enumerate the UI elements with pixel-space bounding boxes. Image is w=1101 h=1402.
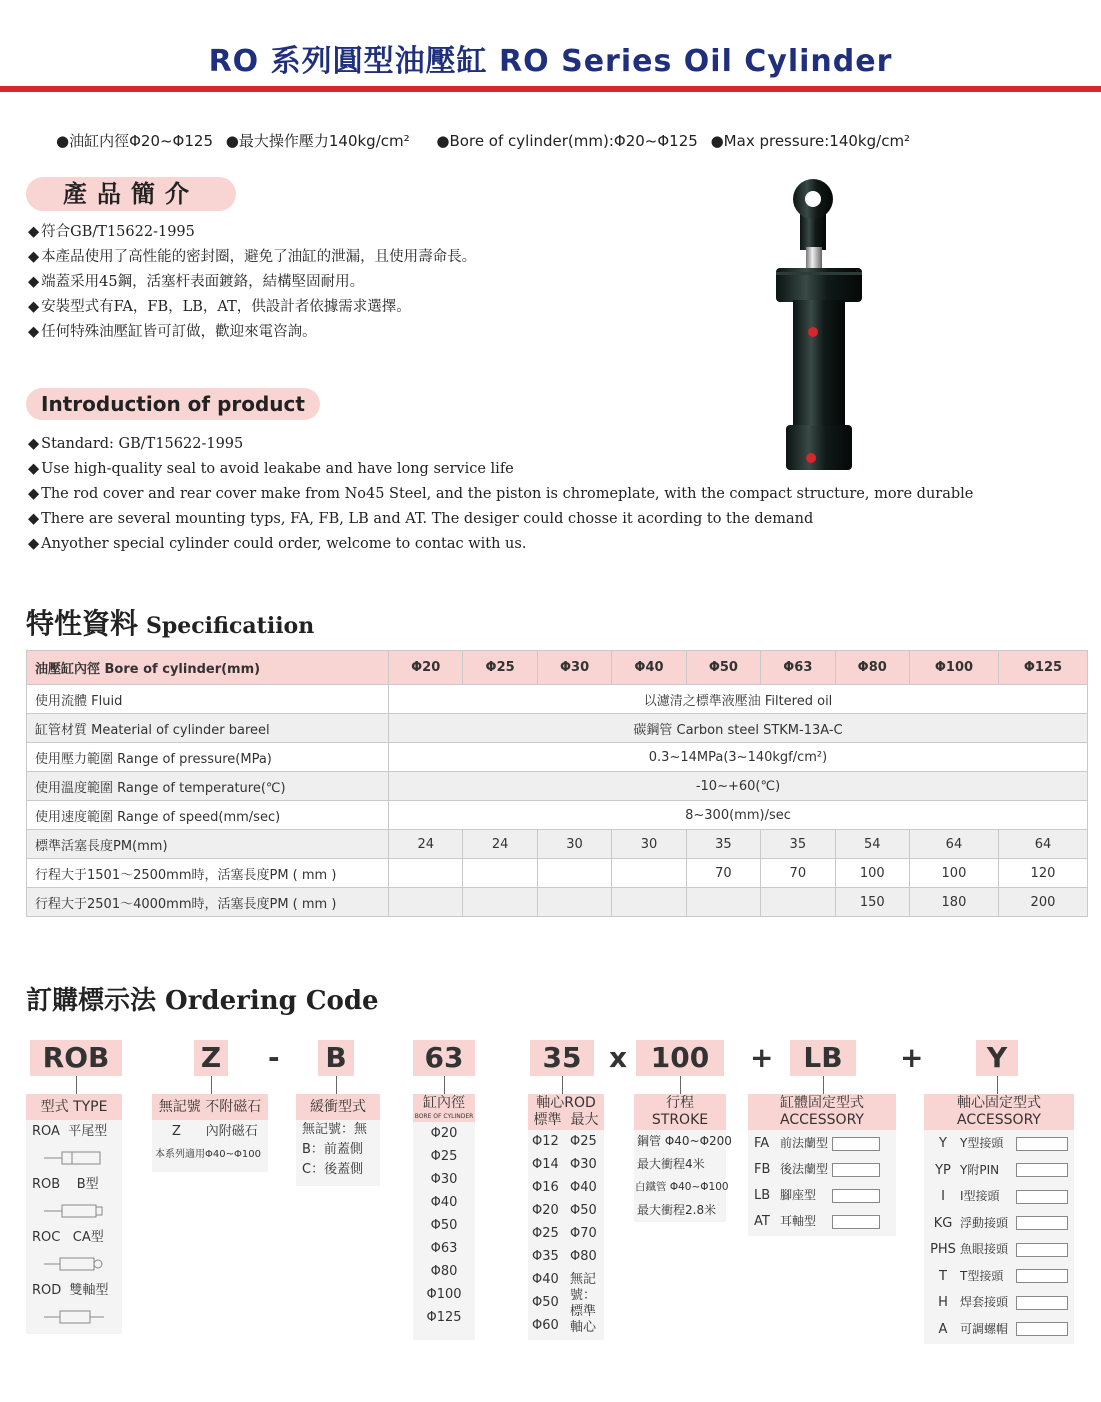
cell: 35 bbox=[761, 830, 835, 859]
bore-item: Φ25 bbox=[430, 1149, 458, 1164]
intro-zh-item: ◆ 任何特殊油壓缸皆可訂做，歡迎來電咨詢。 bbox=[28, 320, 317, 341]
accessory-name: I型接頭 bbox=[960, 1189, 1000, 1203]
bore-header: Φ40 bbox=[612, 651, 686, 685]
rod-max: Φ80 bbox=[570, 1249, 597, 1264]
stroke-header-en: STROKE bbox=[651, 1112, 709, 1128]
intro-en-item: ◆ Anyother special cylinder could order, welcome to contac with us. bbox=[28, 536, 526, 552]
spec-row-fluid bbox=[27, 685, 1088, 714]
rod-std: Φ14 bbox=[532, 1157, 559, 1172]
cylinder-photo bbox=[766, 175, 886, 475]
bore-header: Φ30 bbox=[537, 651, 611, 685]
title-divider bbox=[0, 86, 1101, 92]
cell bbox=[686, 888, 760, 917]
rod-body bbox=[528, 1130, 604, 1337]
op-dash: - bbox=[268, 1041, 280, 1074]
summary-line bbox=[56, 130, 918, 151]
accessory-code: PHS bbox=[930, 1242, 956, 1257]
bore-header: Φ80 bbox=[835, 651, 909, 685]
mount-name: 耳軸型 bbox=[780, 1214, 817, 1228]
code-cushion: B bbox=[318, 1040, 354, 1076]
accessory-drawing bbox=[1016, 1190, 1068, 1204]
mount-drawing bbox=[832, 1189, 880, 1203]
row-label: 使用流體 Fluid bbox=[27, 685, 389, 714]
rod-max: Φ30 bbox=[570, 1157, 597, 1172]
row-value: 以濾清之標準液壓油 Filtered oil bbox=[389, 685, 1088, 714]
rod-note-line: 號： bbox=[570, 1288, 597, 1303]
type-code: ROD bbox=[32, 1283, 62, 1298]
summary-bore-zh: ●油缸内徑Φ20~Φ125 bbox=[56, 132, 213, 150]
cell bbox=[389, 859, 463, 888]
accessory-column bbox=[924, 1094, 1074, 1344]
rod-header-label: 軸心ROD bbox=[536, 1095, 596, 1111]
cell bbox=[389, 888, 463, 917]
mount-row bbox=[748, 1182, 896, 1208]
accessory-code: I bbox=[941, 1189, 945, 1204]
mount-code: AT bbox=[754, 1214, 770, 1229]
accessory-code: YP bbox=[935, 1162, 951, 1178]
spec-row-piston-2501 bbox=[27, 888, 1088, 917]
bore-item: Φ63 bbox=[430, 1241, 458, 1256]
cell: 100 bbox=[835, 859, 909, 888]
stroke-header-zh: 行程 bbox=[666, 1095, 694, 1111]
bore-item: Φ40 bbox=[430, 1195, 458, 1210]
rod-sub-std: 標準 bbox=[533, 1112, 562, 1128]
cell: 70 bbox=[761, 859, 835, 888]
cell: 150 bbox=[835, 888, 909, 917]
rod-std: Φ16 bbox=[532, 1180, 559, 1195]
cell: 120 bbox=[998, 859, 1087, 888]
cushion-line: B：前蓋側 bbox=[302, 1142, 363, 1157]
type-code: ROA bbox=[32, 1124, 60, 1139]
accessory-name: Y型接頭 bbox=[960, 1136, 1004, 1150]
bore-header: Φ63 bbox=[761, 651, 835, 685]
row-label: 行程大于2501～4000mm時，活塞長度PM ( mm ) bbox=[27, 888, 389, 917]
cell: 64 bbox=[909, 830, 998, 859]
rod-sub-max: 最大 bbox=[570, 1112, 599, 1128]
cell: 24 bbox=[463, 830, 537, 859]
spec-row-piston-1501 bbox=[27, 859, 1088, 888]
mount-drawing bbox=[832, 1163, 880, 1177]
row-label: 使用速度範圍 Range of speed(mm/sec) bbox=[27, 801, 389, 830]
rod-max-list bbox=[566, 1130, 604, 1337]
mount-header-en: ACCESSORY bbox=[780, 1112, 864, 1128]
accessory-row bbox=[924, 1157, 1074, 1184]
type-code: ROC bbox=[32, 1230, 61, 1245]
accessory-drawing bbox=[1016, 1269, 1068, 1283]
summary-bore-en: ●Bore of cylinder(mm):Φ20~Φ125 bbox=[436, 132, 698, 150]
rod-std: Φ25 bbox=[532, 1226, 559, 1241]
type-column bbox=[26, 1094, 122, 1334]
accessory-drawing bbox=[1016, 1216, 1068, 1230]
stroke-line: 白鐵管 Φ40~Φ100 bbox=[635, 1181, 729, 1193]
cell: 70 bbox=[686, 859, 760, 888]
row-value: -10~+60(℃) bbox=[389, 772, 1088, 801]
accessory-header-en: ACCESSORY bbox=[957, 1112, 1041, 1128]
cell: 100 bbox=[909, 859, 998, 888]
intro-zh-item: ◆ 符合GB/T15622-1995 bbox=[28, 220, 195, 241]
page-title: RO 系列圓型油壓缸 RO Series Oil Cylinder bbox=[208, 44, 893, 79]
type-name: 平尾型 bbox=[68, 1124, 108, 1139]
stroke-line: 最大衝程2.8米 bbox=[637, 1203, 717, 1217]
cushion-line: 無記號：無 bbox=[302, 1122, 368, 1137]
type-drawing bbox=[26, 1249, 122, 1279]
intro-en-item: ◆ There are several mounting typs, FA, FB, LB and AT. The desiger could chosse it acording to the demand bbox=[28, 511, 813, 527]
type-row bbox=[26, 1279, 122, 1302]
bore-header: Φ100 bbox=[909, 651, 998, 685]
type-code: ROB bbox=[32, 1177, 61, 1192]
spec-row-temperature bbox=[27, 772, 1088, 801]
intro-zh-item: ◆ 安裝型式有FA，FB，LB，AT，供設計者依據需求選擇。 bbox=[28, 295, 411, 316]
mount-code: FB bbox=[754, 1162, 771, 1177]
bore-item: Φ80 bbox=[430, 1264, 458, 1279]
accessory-drawing bbox=[1016, 1243, 1068, 1257]
accessory-row bbox=[924, 1263, 1074, 1290]
stroke-line: 鋼管 Φ40~Φ200 bbox=[637, 1134, 732, 1148]
cell bbox=[537, 888, 611, 917]
mount-name: 腳座型 bbox=[780, 1188, 817, 1202]
accessory-name: 可調螺帽 bbox=[960, 1321, 1009, 1336]
spec-heading-zh: 特性資料 bbox=[26, 607, 139, 640]
accessory-row bbox=[924, 1210, 1074, 1237]
spec-header-label: 油壓缸內徑 Bore of cylinder(mm) bbox=[27, 651, 389, 685]
op-times: x bbox=[609, 1041, 628, 1074]
type-name: CA型 bbox=[72, 1230, 104, 1245]
cell bbox=[537, 859, 611, 888]
accessory-name: 焊套接頭 bbox=[960, 1295, 1009, 1309]
type-drawing bbox=[26, 1196, 122, 1226]
cell: 64 bbox=[998, 830, 1087, 859]
bore-header: Φ25 bbox=[463, 651, 537, 685]
row-label: 使用溫度範圍 Range of temperature(℃) bbox=[27, 772, 389, 801]
bore-item: Φ125 bbox=[426, 1310, 462, 1325]
stroke-line: 最大衝程4米 bbox=[637, 1157, 705, 1171]
row-value: 8~300(mm)/sec bbox=[389, 801, 1088, 830]
rod-max: Φ25 bbox=[570, 1134, 597, 1149]
cell: 200 bbox=[998, 888, 1087, 917]
type-row bbox=[26, 1173, 122, 1196]
type-row bbox=[26, 1226, 122, 1249]
op-plus: + bbox=[900, 1041, 924, 1074]
rod-column bbox=[528, 1094, 604, 1340]
mount-name: 前法蘭型 bbox=[780, 1136, 829, 1150]
rod-note bbox=[566, 1268, 604, 1336]
spec-row-speed bbox=[27, 801, 1088, 830]
bore-header: Φ125 bbox=[998, 651, 1087, 685]
row-label: 行程大于1501～2500mm時，活塞長度PM ( mm ) bbox=[27, 859, 389, 888]
bore-item: Φ50 bbox=[430, 1218, 458, 1233]
type-name: 雙軸型 bbox=[69, 1283, 109, 1298]
rod-std: Φ12 bbox=[532, 1134, 559, 1149]
accessory-code: A bbox=[938, 1321, 948, 1337]
summary-pressure-en: ●Max pressure:140kg/cm² bbox=[710, 132, 911, 150]
cell: 54 bbox=[835, 830, 909, 859]
cell bbox=[761, 888, 835, 917]
bore-item: Φ20 bbox=[430, 1126, 458, 1141]
intro-zh-item: ◆ 端蓋采用45鋼，活塞杆表面鍍鉻，結構堅固耐用。 bbox=[28, 270, 364, 291]
rod-header-sub bbox=[528, 1112, 604, 1129]
rod-note-line: 標準 bbox=[570, 1304, 597, 1319]
accessory-drawing bbox=[1016, 1137, 1068, 1151]
rod-std: Φ20 bbox=[532, 1203, 559, 1218]
type-row bbox=[26, 1120, 122, 1143]
bore-header-sub: BORE OF CYLINDER bbox=[414, 1113, 474, 1120]
spec-row-piston-std bbox=[27, 830, 1088, 859]
cell: 30 bbox=[537, 830, 611, 859]
mount-column bbox=[748, 1094, 896, 1236]
code-mount: LB bbox=[790, 1040, 856, 1076]
op-plus: + bbox=[750, 1041, 774, 1074]
summary-pressure-zh: ●最大操作壓力140kg/cm² bbox=[225, 132, 410, 150]
cell: 180 bbox=[909, 888, 998, 917]
row-value: 碳鋼管 Carbon steel STKM-13A-C bbox=[389, 714, 1088, 743]
spec-table bbox=[26, 650, 1088, 917]
accessory-row bbox=[924, 1183, 1074, 1210]
rod-max: Φ70 bbox=[570, 1226, 597, 1241]
accessory-code: H bbox=[938, 1295, 948, 1310]
cushion-column bbox=[296, 1094, 380, 1186]
intro-en-heading: Introduction of product bbox=[26, 388, 320, 420]
intro-zh-heading: 產品簡介 bbox=[26, 177, 236, 211]
rod-header bbox=[528, 1094, 604, 1130]
type-header: 型式 TYPE bbox=[26, 1094, 122, 1120]
mount-row bbox=[748, 1208, 896, 1234]
ordering-heading: 訂購標示法 Ordering Code bbox=[26, 986, 379, 1016]
rod-std: Φ50 bbox=[532, 1295, 559, 1310]
accessory-code: Y bbox=[939, 1136, 947, 1151]
accessory-name: 魚眼接頭 bbox=[960, 1242, 1009, 1256]
accessory-row bbox=[924, 1289, 1074, 1316]
spec-row-pressure bbox=[27, 743, 1088, 772]
code-magnet: Z bbox=[194, 1040, 228, 1076]
accessory-drawing bbox=[1016, 1322, 1068, 1336]
magnet-note: 本系列適用Φ40~Φ100 bbox=[155, 1149, 261, 1160]
cell: 30 bbox=[612, 830, 686, 859]
bore-item: Φ100 bbox=[426, 1287, 462, 1302]
stroke-column bbox=[634, 1094, 732, 1222]
row-label: 缸管材質 Meaterial of cylinder bareel bbox=[27, 714, 389, 743]
mount-row bbox=[748, 1156, 896, 1182]
accessory-header bbox=[924, 1094, 1074, 1130]
cell: 24 bbox=[389, 830, 463, 859]
stroke-header bbox=[634, 1094, 726, 1130]
rod-note-line: 軸心 bbox=[570, 1320, 597, 1335]
rod-std: Φ40 bbox=[532, 1272, 559, 1287]
rod-note-line: 無記 bbox=[570, 1272, 597, 1287]
intro-en-item: ◆ Use high-quality seal to avoid leakabe and have long service life bbox=[28, 461, 514, 477]
magnet-row: Z 內附磁石 bbox=[172, 1124, 258, 1139]
spec-heading bbox=[26, 602, 314, 642]
type-drawing bbox=[26, 1143, 122, 1173]
cell bbox=[463, 888, 537, 917]
magnet-header: 無記號 不附磁石 bbox=[152, 1094, 268, 1120]
mount-row bbox=[748, 1130, 896, 1156]
cushion-line: C：後蓋側 bbox=[302, 1162, 364, 1177]
accessory-name: Y附PIN bbox=[960, 1162, 1000, 1177]
mount-drawing bbox=[832, 1137, 880, 1151]
mount-header-zh: 缸體固定型式 bbox=[780, 1095, 864, 1111]
intro-en-item: ◆ Standard: GB/T15622-1995 bbox=[28, 436, 243, 452]
bore-item: Φ30 bbox=[430, 1172, 458, 1187]
accessory-row bbox=[924, 1316, 1074, 1343]
accessory-name: 浮動接頭 bbox=[960, 1215, 1009, 1230]
code-accessory: Y bbox=[976, 1040, 1018, 1076]
magnet-column bbox=[152, 1094, 268, 1172]
type-drawing bbox=[26, 1302, 122, 1332]
cell bbox=[612, 888, 686, 917]
mount-drawing bbox=[832, 1215, 880, 1229]
accessory-name: T型接頭 bbox=[960, 1268, 1004, 1283]
code-rod: 35 bbox=[530, 1040, 594, 1076]
spec-heading-en: Specificatiion bbox=[146, 613, 315, 639]
accessory-row bbox=[924, 1236, 1074, 1263]
rod-max: Φ50 bbox=[570, 1203, 597, 1218]
cushion-header: 緩衝型式 bbox=[296, 1094, 380, 1120]
mount-code: LB bbox=[754, 1188, 771, 1203]
accessory-code: KG bbox=[933, 1215, 953, 1231]
type-name: B型 bbox=[76, 1177, 99, 1192]
accessory-drawing bbox=[1016, 1296, 1068, 1310]
rod-std-list bbox=[528, 1130, 566, 1337]
mount-name: 後法蘭型 bbox=[780, 1162, 829, 1176]
bore-header: Φ20 bbox=[389, 651, 463, 685]
code-stroke: 100 bbox=[636, 1040, 724, 1076]
rod-std: Φ60 bbox=[532, 1318, 559, 1333]
bore-column bbox=[413, 1094, 475, 1340]
mount-header bbox=[748, 1094, 896, 1130]
spec-row-material bbox=[27, 714, 1088, 743]
bore-header: Φ50 bbox=[686, 651, 760, 685]
intro-zh-item: ◆ 本產品使用了高性能的密封圈，避免了油缸的泄漏，且使用壽命長。 bbox=[28, 245, 476, 266]
accessory-drawing bbox=[1016, 1163, 1068, 1177]
code-type: ROB bbox=[30, 1040, 122, 1076]
bore-header-label: 缸內徑 bbox=[423, 1095, 465, 1111]
bore-header bbox=[413, 1094, 475, 1122]
row-label: 使用壓力範圍 Range of pressure(MPa) bbox=[27, 743, 389, 772]
mount-code: FA bbox=[754, 1136, 770, 1151]
code-bore: 63 bbox=[413, 1040, 475, 1076]
rod-max: Φ40 bbox=[570, 1180, 597, 1195]
accessory-code: T bbox=[939, 1268, 947, 1284]
rod-std: Φ35 bbox=[532, 1249, 559, 1264]
row-label: 標準活塞長度PM(mm) bbox=[27, 830, 389, 859]
cell bbox=[612, 859, 686, 888]
spec-header-row bbox=[27, 651, 1088, 685]
intro-en-item: ◆ The rod cover and rear cover make from No45 Steel, and the piston is chromeplate, with the compact structure, more durable bbox=[28, 486, 973, 502]
accessory-header-zh: 軸心固定型式 bbox=[957, 1095, 1041, 1111]
accessory-row bbox=[924, 1130, 1074, 1157]
cell: 35 bbox=[686, 830, 760, 859]
row-value: 0.3~14MPa(3~140kgf/cm²) bbox=[389, 743, 1088, 772]
cell bbox=[463, 859, 537, 888]
